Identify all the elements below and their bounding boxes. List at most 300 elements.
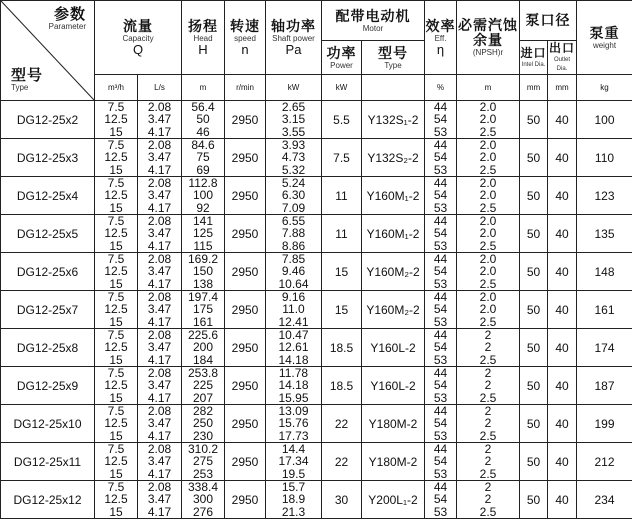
flow-m3h-cell-value: 15 (95, 468, 137, 480)
efficiency-cell-value: 44 (425, 215, 456, 227)
flow-m3h-cell-value: 7.5 (95, 405, 137, 417)
efficiency-cell (425, 405, 457, 443)
inlet-header: 进口 Intel Dia. (520, 41, 548, 75)
flow-ls-cell (138, 291, 182, 329)
flow-m3h-cell-value: 12.5 (95, 379, 137, 391)
flow-ls-cell-value: 2.08 (138, 481, 181, 493)
flow-ls-cell-value: 2.08 (138, 405, 181, 417)
flow-m3h-cell-value: 15 (95, 240, 137, 252)
motor-type-cell: Y160M₁-2 (362, 215, 425, 253)
flow-m3h-cell (95, 215, 138, 253)
npsh-cell-value: 2 (457, 443, 519, 455)
motor-type-cell: Y200L₁-2 (362, 481, 425, 519)
shaft-power-cell-value: 8.86 (266, 240, 321, 252)
inlet-cell: 50 (520, 215, 548, 253)
shaft-power-cell (266, 101, 322, 139)
unit-npsh: m (457, 75, 520, 101)
type-label: 型号 (11, 68, 43, 83)
table-row (1, 405, 632, 443)
speed-cell: 2950 (225, 253, 266, 291)
flow-m3h-cell-value: 12.5 (95, 151, 137, 163)
shaft-power-cell-value: 7.09 (266, 202, 321, 214)
head-cell-value: 141 (182, 215, 224, 227)
unit-head: m (182, 75, 225, 101)
inlet-cell: 50 (520, 443, 548, 481)
flow-ls-cell-value: 4.17 (138, 506, 181, 518)
efficiency-cell-value: 53 (425, 278, 456, 290)
npsh-cell-value: 2 (457, 367, 519, 379)
head-cell (182, 139, 225, 177)
motor-header: 配带电动机 Motor (322, 1, 425, 41)
param-label-en: Parameter (49, 22, 86, 31)
speed-cell: 2950 (225, 367, 266, 405)
npsh-cell-value: 2.5 (457, 430, 519, 442)
flow-ls-cell-value: 3.47 (138, 151, 181, 163)
speed-cell: 2950 (225, 329, 266, 367)
head-cell-value: 250 (182, 417, 224, 429)
efficiency-cell-value: 44 (425, 291, 456, 303)
shaft-power-cell-value: 6.55 (266, 215, 321, 227)
head-cell-value: 282 (182, 405, 224, 417)
efficiency-cell-value: 54 (425, 227, 456, 239)
model-cell: DG12-25x4 (1, 177, 95, 215)
head-cell (182, 215, 225, 253)
unit-power: kW (322, 75, 362, 101)
flow-ls-cell (138, 329, 182, 367)
head-cell-value: 100 (182, 189, 224, 201)
motor-power-cell: 15 (322, 291, 362, 329)
motor-power-cell: 11 (322, 215, 362, 253)
flow-ls-cell-value: 2.08 (138, 139, 181, 151)
flow-m3h-cell-value: 12.5 (95, 227, 137, 239)
param-type-corner-cell (1, 1, 95, 101)
model-cell: DG12-25x2 (1, 101, 95, 139)
head-cell (182, 253, 225, 291)
efficiency-cell-value: 53 (425, 316, 456, 328)
model-cell: DG12-25x3 (1, 139, 95, 177)
flow-ls-cell (138, 405, 182, 443)
head-cell-value: 115 (182, 240, 224, 252)
shaft-power-cell-value: 21.3 (266, 506, 321, 518)
unit-weight: kg (577, 75, 632, 101)
efficiency-cell (425, 481, 457, 519)
motor-type-cell: Y180M-2 (362, 405, 425, 443)
motor-power-cell: 18.5 (322, 329, 362, 367)
flow-m3h-cell-value: 7.5 (95, 329, 137, 341)
npsh-cell-value: 2.5 (457, 278, 519, 290)
shaft-power-cell (266, 443, 322, 481)
shaft-power-cell-value: 15.7 (266, 481, 321, 493)
head-cell-value: 46 (182, 126, 224, 138)
weight-cell: 135 (577, 215, 632, 253)
flow-ls-cell (138, 367, 182, 405)
speed-cell: 2950 (225, 405, 266, 443)
shaft-power-cell (266, 481, 322, 519)
flow-m3h-cell-value: 7.5 (95, 139, 137, 151)
flow-m3h-cell-value: 7.5 (95, 253, 137, 265)
head-cell-value: 69 (182, 164, 224, 176)
npsh-cell-value: 2.0 (457, 291, 519, 303)
shaft-power-cell-value: 2.65 (266, 101, 321, 113)
unit-flow-ls: L/s (138, 75, 182, 101)
flow-m3h-cell (95, 405, 138, 443)
efficiency-cell-value: 53 (425, 126, 456, 138)
shaft-power-cell-value: 18.9 (266, 493, 321, 505)
motor-power-cell: 22 (322, 405, 362, 443)
flow-ls-cell-value: 4.17 (138, 354, 181, 366)
head-cell (182, 405, 225, 443)
flow-m3h-cell-value: 12.5 (95, 493, 137, 505)
head-cell-value: 338.4 (182, 481, 224, 493)
outlet-header: 出口 Outlet Dia. (548, 41, 577, 75)
npsh-cell (457, 101, 520, 139)
flow-m3h-cell-value: 7.5 (95, 291, 137, 303)
npsh-cell (457, 291, 520, 329)
npsh-cell-value: 2.0 (457, 101, 519, 113)
weight-cell: 199 (577, 405, 632, 443)
efficiency-cell (425, 367, 457, 405)
shaft-power-header: 轴功率 Shaft power Pa (266, 1, 322, 75)
shaft-power-cell-value: 12.41 (266, 316, 321, 328)
efficiency-cell-value: 44 (425, 101, 456, 113)
flow-m3h-cell-value: 12.5 (95, 455, 137, 467)
efficiency-cell-value: 53 (425, 164, 456, 176)
shaft-power-cell (266, 177, 322, 215)
efficiency-cell-value: 44 (425, 443, 456, 455)
efficiency-cell (425, 177, 457, 215)
shaft-power-cell-value: 14.18 (266, 354, 321, 366)
flow-ls-cell (138, 253, 182, 291)
head-cell-value: 175 (182, 303, 224, 315)
shaft-power-cell-value: 5.32 (266, 164, 321, 176)
head-cell-value: 169.2 (182, 253, 224, 265)
shaft-power-cell (266, 253, 322, 291)
flow-ls-cell-value: 3.47 (138, 379, 181, 391)
efficiency-cell-value: 54 (425, 151, 456, 163)
efficiency-cell-value: 53 (425, 354, 456, 366)
shaft-power-cell-value: 4.73 (266, 151, 321, 163)
flow-ls-cell (138, 481, 182, 519)
npsh-cell (457, 253, 520, 291)
flow-ls-cell (138, 215, 182, 253)
motor-power-cell: 5.5 (322, 101, 362, 139)
motor-type-cell: Y160L-2 (362, 367, 425, 405)
efficiency-cell-value: 44 (425, 481, 456, 493)
flow-m3h-cell-value: 15 (95, 126, 137, 138)
head-cell-value: 200 (182, 341, 224, 353)
flow-ls-cell-value: 2.08 (138, 177, 181, 189)
flow-ls-cell-value: 3.47 (138, 265, 181, 277)
table-row (1, 367, 632, 405)
efficiency-cell-value: 53 (425, 202, 456, 214)
motor-power-cell: 18.5 (322, 367, 362, 405)
motor-type-cell: Y132S₂-2 (362, 139, 425, 177)
npsh-cell-value: 2 (457, 379, 519, 391)
efficiency-cell-value: 54 (425, 303, 456, 315)
efficiency-cell-value: 44 (425, 367, 456, 379)
spec-rows (1, 101, 632, 519)
head-cell-value: 310.2 (182, 443, 224, 455)
flow-ls-cell-value: 4.17 (138, 202, 181, 214)
npsh-cell-value: 2.0 (457, 303, 519, 315)
outlet-cell: 40 (548, 329, 577, 367)
model-cell: DG12-25x11 (1, 443, 95, 481)
model-cell: DG12-25x9 (1, 367, 95, 405)
npsh-cell-value: 2.0 (457, 139, 519, 151)
weight-cell: 161 (577, 291, 632, 329)
unit-speed: r/min (225, 75, 266, 101)
shaft-power-cell (266, 139, 322, 177)
inlet-cell: 50 (520, 101, 548, 139)
table-row (1, 215, 632, 253)
shaft-power-cell-value: 15.95 (266, 392, 321, 404)
npsh-cell (457, 329, 520, 367)
shaft-power-cell-value: 7.88 (266, 227, 321, 239)
npsh-cell-value: 2.5 (457, 468, 519, 480)
npsh-cell (457, 481, 520, 519)
shaft-power-cell-value: 7.85 (266, 253, 321, 265)
shaft-power-cell-value: 9.46 (266, 265, 321, 277)
npsh-cell-value: 2 (457, 417, 519, 429)
flow-m3h-cell-value: 12.5 (95, 265, 137, 277)
outlet-cell: 40 (548, 291, 577, 329)
npsh-cell (457, 177, 520, 215)
shaft-power-cell-value: 15.76 (266, 417, 321, 429)
head-cell-value: 253 (182, 468, 224, 480)
flow-ls-cell-value: 2.08 (138, 329, 181, 341)
npsh-cell-value: 2.0 (457, 227, 519, 239)
inlet-cell: 50 (520, 329, 548, 367)
flow-ls-cell-value: 4.17 (138, 468, 181, 480)
flow-ls-cell-value: 4.17 (138, 430, 181, 442)
efficiency-header: 效率 Eff. η (425, 1, 457, 75)
outlet-cell: 40 (548, 101, 577, 139)
head-cell (182, 367, 225, 405)
efficiency-cell-value: 44 (425, 139, 456, 151)
npsh-header: 必需汽蚀余量 (NPSH)r (457, 1, 520, 75)
npsh-cell-value: 2.0 (457, 265, 519, 277)
motor-power-cell: 30 (322, 481, 362, 519)
flow-ls-cell-value: 3.47 (138, 417, 181, 429)
flow-header: 流量 Capacity Q (95, 1, 182, 75)
speed-cell: 2950 (225, 443, 266, 481)
efficiency-cell (425, 291, 457, 329)
flow-m3h-cell (95, 101, 138, 139)
head-cell-value: 150 (182, 265, 224, 277)
flow-ls-cell-value: 3.47 (138, 113, 181, 125)
flow-ls-cell (138, 101, 182, 139)
efficiency-cell-value: 54 (425, 265, 456, 277)
head-header: 扬程 Head H (182, 1, 225, 75)
shaft-power-cell-value: 10.47 (266, 329, 321, 341)
weight-cell: 100 (577, 101, 632, 139)
speed-cell: 2950 (225, 101, 266, 139)
flow-m3h-cell-value: 15 (95, 202, 137, 214)
flow-ls-cell-value: 3.47 (138, 189, 181, 201)
flow-m3h-cell-value: 12.5 (95, 113, 137, 125)
motor-type-cell: Y160M₁-2 (362, 177, 425, 215)
npsh-cell-value: 2 (457, 341, 519, 353)
shaft-power-cell-value: 19.5 (266, 468, 321, 480)
flow-m3h-cell-value: 12.5 (95, 417, 137, 429)
flow-ls-cell-value: 3.47 (138, 227, 181, 239)
flow-m3h-cell-value: 12.5 (95, 341, 137, 353)
npsh-cell-value: 2.0 (457, 177, 519, 189)
head-cell-value: 275 (182, 455, 224, 467)
flow-m3h-cell (95, 139, 138, 177)
outlet-cell: 40 (548, 481, 577, 519)
efficiency-cell-value: 54 (425, 379, 456, 391)
flow-m3h-cell (95, 443, 138, 481)
table-row (1, 481, 632, 519)
flow-m3h-cell-value: 15 (95, 506, 137, 518)
flow-ls-cell-value: 2.08 (138, 291, 181, 303)
flow-ls-cell (138, 177, 182, 215)
npsh-cell-value: 2.5 (457, 354, 519, 366)
head-cell-value: 300 (182, 493, 224, 505)
motor-power-cell: 15 (322, 253, 362, 291)
head-cell-value: 230 (182, 430, 224, 442)
flow-ls-cell-value: 2.08 (138, 253, 181, 265)
npsh-cell-value: 2.5 (457, 202, 519, 214)
motor-power-cell: 11 (322, 177, 362, 215)
npsh-cell-value: 2.5 (457, 126, 519, 138)
head-cell-value: 138 (182, 278, 224, 290)
npsh-cell-value: 2 (457, 405, 519, 417)
npsh-cell-value: 2.0 (457, 151, 519, 163)
motor-power-cell: 7.5 (322, 139, 362, 177)
head-cell-value: 84.6 (182, 139, 224, 151)
unit-shaft: kW (266, 75, 322, 101)
shaft-power-cell-value: 14.18 (266, 379, 321, 391)
flow-ls-cell-value: 4.17 (138, 240, 181, 252)
motor-type-cell: Y180M-2 (362, 443, 425, 481)
shaft-power-cell-value: 11.0 (266, 303, 321, 315)
weight-cell: 212 (577, 443, 632, 481)
shaft-power-cell-value: 3.93 (266, 139, 321, 151)
flow-ls-cell-value: 3.47 (138, 455, 181, 467)
flow-m3h-cell-value: 7.5 (95, 215, 137, 227)
flow-m3h-cell-value: 7.5 (95, 367, 137, 379)
table-row (1, 291, 632, 329)
outlet-cell: 40 (548, 443, 577, 481)
efficiency-cell-value: 53 (425, 468, 456, 480)
flow-m3h-cell-value: 15 (95, 164, 137, 176)
efficiency-cell (425, 139, 457, 177)
flow-ls-cell-value: 2.08 (138, 101, 181, 113)
model-cell: DG12-25x10 (1, 405, 95, 443)
model-cell: DG12-25x12 (1, 481, 95, 519)
efficiency-cell-value: 54 (425, 113, 456, 125)
table-row (1, 177, 632, 215)
model-cell: DG12-25x8 (1, 329, 95, 367)
npsh-cell-value: 2.5 (457, 506, 519, 518)
motor-type-cell: Y160M₂-2 (362, 291, 425, 329)
npsh-cell-value: 2.5 (457, 392, 519, 404)
flow-ls-cell (138, 139, 182, 177)
head-cell-value: 112.8 (182, 177, 224, 189)
flow-m3h-cell-value: 12.5 (95, 303, 137, 315)
motor-power-header: 功率 Power (322, 41, 362, 75)
outlet-cell: 40 (548, 405, 577, 443)
flow-m3h-cell (95, 329, 138, 367)
flow-ls-cell-value: 4.17 (138, 126, 181, 138)
shaft-power-cell-value: 11.78 (266, 367, 321, 379)
head-cell-value: 207 (182, 392, 224, 404)
flow-m3h-cell-value: 7.5 (95, 101, 137, 113)
efficiency-cell-value: 54 (425, 493, 456, 505)
efficiency-cell (425, 101, 457, 139)
npsh-cell-value: 2.5 (457, 316, 519, 328)
shaft-power-cell-value: 17.34 (266, 455, 321, 467)
efficiency-cell (425, 329, 457, 367)
npsh-cell-value: 2.5 (457, 164, 519, 176)
flow-m3h-cell-value: 15 (95, 430, 137, 442)
flow-ls-cell-value: 3.47 (138, 341, 181, 353)
efficiency-cell-value: 54 (425, 189, 456, 201)
flow-ls-cell-value: 4.17 (138, 164, 181, 176)
head-cell-value: 184 (182, 354, 224, 366)
outlet-cell: 40 (548, 139, 577, 177)
efficiency-cell (425, 443, 457, 481)
inlet-cell: 50 (520, 405, 548, 443)
flow-m3h-cell-value: 15 (95, 316, 137, 328)
head-cell-value: 225.6 (182, 329, 224, 341)
shaft-power-cell-value: 3.55 (266, 126, 321, 138)
flow-m3h-cell (95, 291, 138, 329)
model-cell: DG12-25x7 (1, 291, 95, 329)
shaft-power-cell-value: 10.64 (266, 278, 321, 290)
speed-cell: 2950 (225, 215, 266, 253)
unit-outlet: mm (548, 75, 577, 101)
shaft-power-cell-value: 5.24 (266, 177, 321, 189)
efficiency-cell-value: 53 (425, 240, 456, 252)
inlet-cell: 50 (520, 139, 548, 177)
flow-m3h-cell (95, 367, 138, 405)
type-label-en: Type (11, 83, 43, 92)
head-cell-value: 56.4 (182, 101, 224, 113)
head-cell-value: 161 (182, 316, 224, 328)
flow-m3h-cell-value: 7.5 (95, 481, 137, 493)
npsh-cell-value: 2.0 (457, 253, 519, 265)
npsh-cell (457, 405, 520, 443)
shaft-power-cell (266, 291, 322, 329)
outlet-cell: 40 (548, 367, 577, 405)
head-cell (182, 329, 225, 367)
table-row (1, 253, 632, 291)
unit-eff: % (425, 75, 457, 101)
motor-type-cell: Y160L-2 (362, 329, 425, 367)
flow-m3h-cell-value: 7.5 (95, 177, 137, 189)
table-row (1, 101, 632, 139)
weight-cell: 234 (577, 481, 632, 519)
flow-m3h-cell (95, 177, 138, 215)
npsh-cell-value: 2 (457, 329, 519, 341)
head-cell-value: 50 (182, 113, 224, 125)
npsh-cell-value: 2 (457, 493, 519, 505)
npsh-cell (457, 215, 520, 253)
outlet-cell: 40 (548, 253, 577, 291)
flow-m3h-cell-value: 12.5 (95, 189, 137, 201)
efficiency-cell-value: 44 (425, 253, 456, 265)
npsh-cell-value: 2.0 (457, 189, 519, 201)
npsh-cell (457, 139, 520, 177)
speed-cell: 2950 (225, 481, 266, 519)
head-cell-value: 125 (182, 227, 224, 239)
shaft-power-cell (266, 367, 322, 405)
flow-m3h-cell-value: 15 (95, 354, 137, 366)
weight-cell: 148 (577, 253, 632, 291)
